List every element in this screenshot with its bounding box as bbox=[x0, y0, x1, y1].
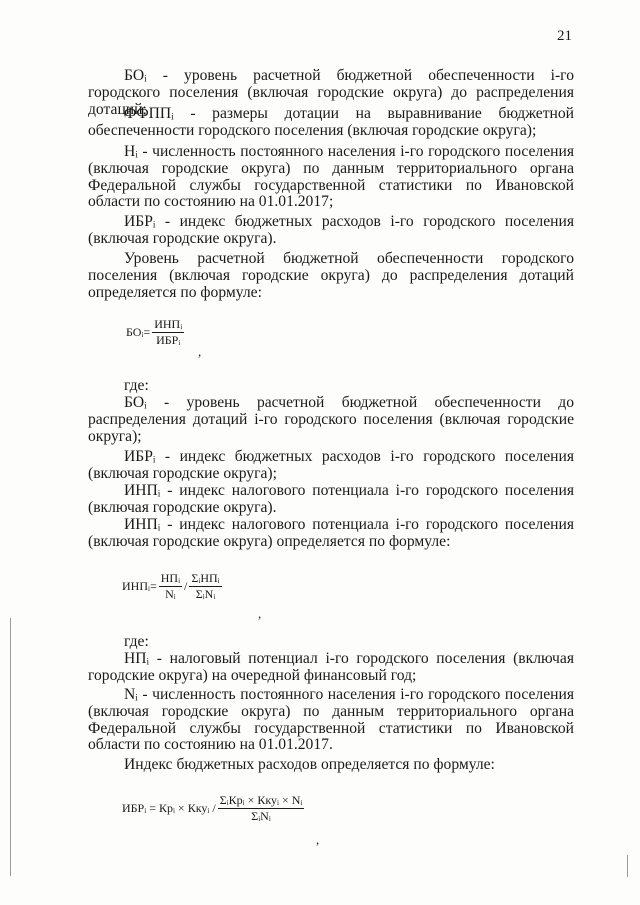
formula-bo-numerator: ИНПᵢ bbox=[154, 317, 183, 331]
where-label-2: где: bbox=[124, 633, 149, 650]
where-label-1: где: bbox=[124, 377, 149, 394]
paragraph-ni-where: Nᵢ - численность постоянного населения i-го городского поселения (включая городские округа) по данным территориального органа Федеральной службы государственной статистики по Ивановской области по состоянию на 01.01.2017. bbox=[88, 686, 574, 754]
formula-inp-denominator-2: ΣᵢNᵢ bbox=[195, 587, 216, 601]
formula-inp-fraction-2 bbox=[189, 572, 221, 601]
paragraph-ffpp-definition: ФФППᵢ - размеры дотации на выравнивание бюджетной обеспеченности городского поселения (включая городские округа); bbox=[88, 105, 574, 139]
formula-inp-numerator-2: ΣᵢНПᵢ bbox=[191, 571, 220, 585]
paragraph-bo-where: БОᵢ - уровень расчетной бюджетной обеспеченности до распределения дотаций i-го городского поселения (включая городские округа); bbox=[88, 394, 574, 445]
formula-bo-denominator: ИБРᵢ bbox=[156, 333, 181, 347]
formula-inp-comma: , bbox=[258, 606, 262, 621]
formula-inp-numerator-1: НПᵢ bbox=[160, 571, 181, 585]
formula-inp-lhs: ИНПᵢ= bbox=[122, 579, 157, 593]
formula-bo bbox=[126, 318, 186, 347]
formula-ibr-comma: , bbox=[316, 832, 320, 847]
paragraph-ibr-definition: ИБРᵢ - индекс бюджетных расходов i-го городского поселения (включая городские округа). bbox=[88, 213, 574, 247]
formula-inp-denominator-1: Nᵢ bbox=[165, 587, 176, 601]
formula-inp bbox=[122, 572, 224, 601]
paragraph-np-where: НПᵢ - налоговый потенциал i-го городского поселения (включая городские округа) на очередной финансовый год; bbox=[88, 650, 574, 684]
paragraph-bo-definition: БОᵢ - уровень расчетной бюджетной обеспеченности i-го городского поселения (включая городские округа) до распределения дотаций; bbox=[88, 67, 574, 118]
paragraph-ibr-formula-intro: Индекс бюджетных расходов определяется по формуле: bbox=[124, 756, 495, 773]
formula-ibr-fraction bbox=[218, 794, 305, 823]
formula-ibr bbox=[122, 794, 306, 823]
scan-edge-mark-right bbox=[627, 855, 628, 877]
formula-ibr-lhs: ИБРᵢ = Крᵢ × Ккуᵢ / bbox=[122, 801, 216, 815]
formula-bo-fraction bbox=[152, 318, 184, 347]
formula-bo-lhs: БОᵢ= bbox=[126, 325, 151, 339]
paragraph-inp-formula-intro: ИНПᵢ - индекс налогового потенциала i-го городского поселения (включая городские округа) определяется по формуле: bbox=[88, 516, 574, 550]
scan-edge-mark-left bbox=[10, 618, 11, 876]
paragraph-bo-formula-intro: Уровень расчетной бюджетной обеспеченности городского поселения (включая городские округа) до распределения дотаций определяется по формуле: bbox=[88, 250, 574, 301]
paragraph-n-definition: Нᵢ - численность постоянного населения i-го городского поселения (включая городские округа) по данным территориального органа Федеральной службы государственной статистики по Ивановской области по состоянию на 01.01.2017; bbox=[88, 143, 574, 211]
formula-inp-slash: / bbox=[184, 579, 188, 593]
formula-ibr-numerator: ΣᵢКрᵢ × Ккуᵢ × Nᵢ bbox=[219, 793, 303, 807]
paragraph-inp-where: ИНПᵢ - индекс налогового потенциала i-го городского поселения (включая городские округа). bbox=[88, 482, 574, 516]
paragraph-ibr-where: ИБРᵢ - индекс бюджетных расходов i-го городского поселения (включая городские округа); bbox=[88, 448, 574, 482]
formula-bo-comma: , bbox=[198, 344, 202, 359]
formula-ibr-denominator: ΣᵢNᵢ bbox=[251, 809, 271, 823]
page-number: 21 bbox=[557, 28, 572, 44]
formula-inp-fraction-1 bbox=[159, 572, 182, 601]
